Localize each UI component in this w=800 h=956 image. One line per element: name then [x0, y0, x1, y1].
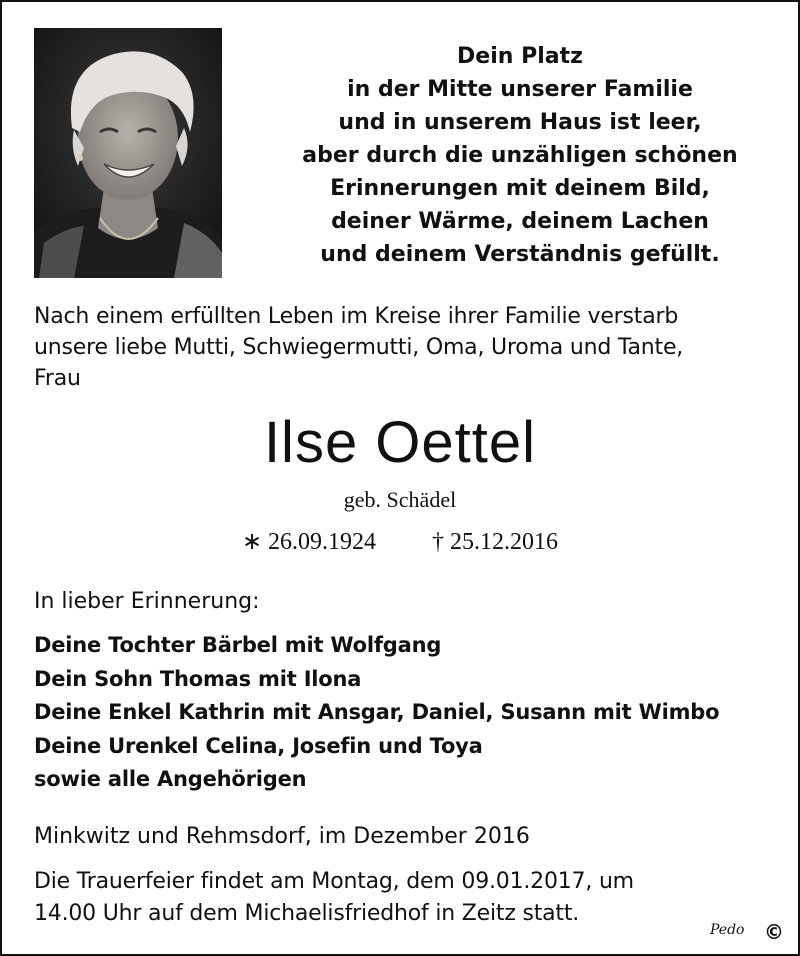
death-date: 25.12.2016 [450, 529, 559, 555]
mourner-line: Deine Tochter Bärbel mit Wolfgang [34, 633, 442, 657]
mourner-line: sowie alle Angehörigen [34, 767, 307, 791]
poem-line: Dein Platz [457, 44, 583, 69]
life-dates [0, 525, 800, 559]
designer-signature: Pedo [710, 922, 745, 938]
portrait-photo [34, 28, 222, 278]
mourner-line: Dein Sohn Thomas mit Ilona [34, 666, 362, 691]
portrait-image [34, 28, 222, 278]
birth-star-icon: ∗ [241, 529, 263, 555]
intro-line: Nach einem erfüllten Leben im Kreise ihrer Familie verstarb [34, 304, 679, 329]
mourner-line: Deine Urenkel Celina, Josefin und Toya [34, 733, 483, 758]
intro-line: unsere liebe Mutti, Schwiegermutti, Oma, Uroma und Tante, [34, 335, 684, 360]
maiden-name: geb. Schädel [343, 487, 457, 512]
mourners-list [34, 629, 774, 797]
poem-line: in der Mitte unserer Familie [347, 77, 693, 102]
copyright-icon: © [764, 920, 784, 944]
memory-title: In lieber Erinnerung: [34, 589, 260, 614]
mourner-line: Deine Enkel Kathrin mit Ansgar, Daniel, Susann mit Wimbo [34, 700, 720, 724]
poem-line: deiner Wärme, deinem Lachen [331, 209, 709, 234]
deceased-name: Ilse Oettel [263, 410, 537, 475]
memorial-poem [240, 40, 800, 271]
poem-line: und deinem Verständnis gefüllt. [320, 242, 720, 267]
birth-date: 26.09.1924 [268, 529, 377, 555]
funeral-line: 14.00 Uhr auf dem Michaelisfriedhof in Zeitz statt. [34, 901, 580, 926]
poem-line: aber durch die unzähligen schönen [302, 143, 738, 168]
intro-text [34, 301, 774, 394]
funeral-notice [34, 866, 774, 930]
funeral-line: Die Trauerfeier findet am Montag, dem 09.01.2017, um [34, 869, 634, 894]
poem-line: und in unserem Haus ist leer, [338, 110, 702, 135]
poem-line: Erinnerungen mit deinem Bild, [330, 176, 710, 201]
intro-line: Frau [34, 366, 81, 391]
place-date: Minkwitz und Rehmsdorf, im Dezember 2016 [34, 824, 530, 849]
death-cross-icon: † [432, 529, 445, 555]
